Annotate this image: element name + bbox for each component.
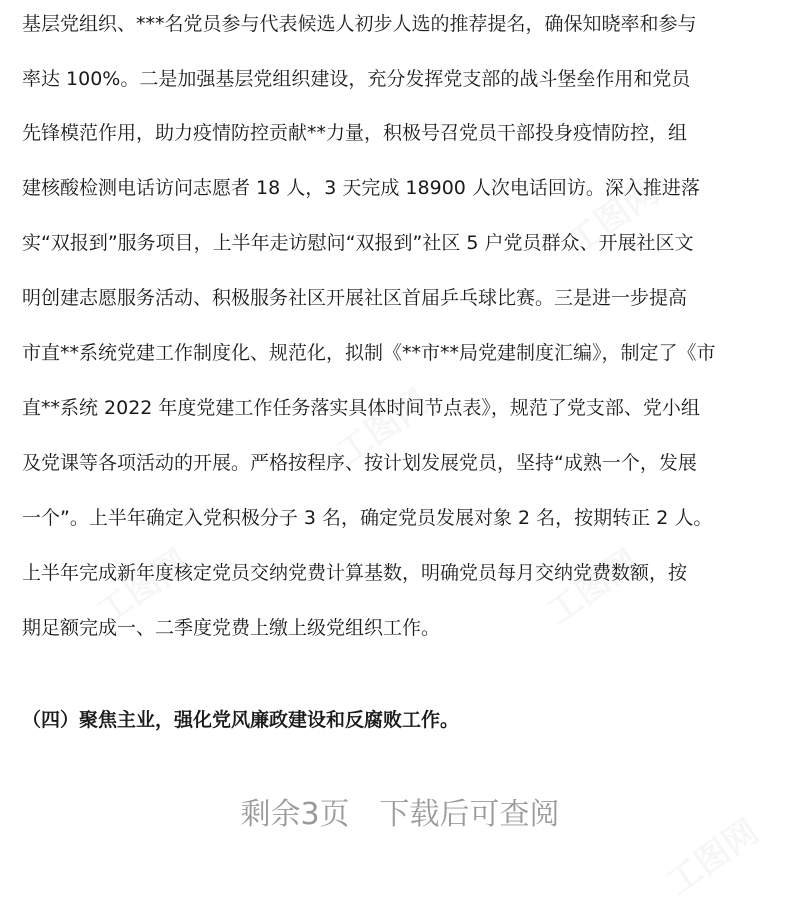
- remaining-pages-notice[interactable]: 剩余3页 下载后可查阅: [240, 797, 560, 832]
- body-line: 率达 100%。二是加强基层党组织建设，充分发挥党支部的战斗堡垒作用和党员: [22, 68, 691, 90]
- body-line: 期足额完成一、二季度党费上缴上级党组织工作。: [22, 617, 441, 639]
- body-line: 直**系统 2022 年度党建工作任务落实具体时间节点表》，规范了党支部、党小组: [22, 397, 700, 419]
- body-line: 一个”。上半年确定入党积极分子 3 名，确定党员发展对象 2 名，按期转正 2 人。: [22, 507, 713, 529]
- body-line: 实“双报到”服务项目，上半年走访慰问“双报到”社区 5 户党员群众、开展社区文: [22, 232, 694, 254]
- body-line: 上半年完成新年度核定党员交纳党费计算基数，明确党员每月交纳党费数额，按: [22, 562, 688, 584]
- body-line: 基层党组织、***名党员参与代表候选人初步人选的推荐提名，确保知晓率和参与: [22, 13, 697, 35]
- section-heading: （四）聚焦主业，强化党风廉政建设和反腐败工作。: [22, 709, 460, 731]
- body-line: 及党课等各项活动的开展。严格按程序、按计划发展党员，坚持“成熟一个，发展: [22, 452, 697, 474]
- body-line: 先锋模范作用，助力疫情防控贡献**力量，积极号召党员干部投身疫情防控，组: [22, 122, 688, 144]
- body-line: 市直**系统党建工作制度化、规范化，拟制《**市**局党建制度汇编》，制定了《市: [22, 342, 716, 364]
- body-line: 明创建志愿服务活动、积极服务社区开展社区首届乒乓球比赛。三是进一步提高: [22, 287, 688, 309]
- body-line: 建核酸检测电话访问志愿者 18 人，3 天完成 18900 人次电话回访。深入推进落: [22, 177, 700, 199]
